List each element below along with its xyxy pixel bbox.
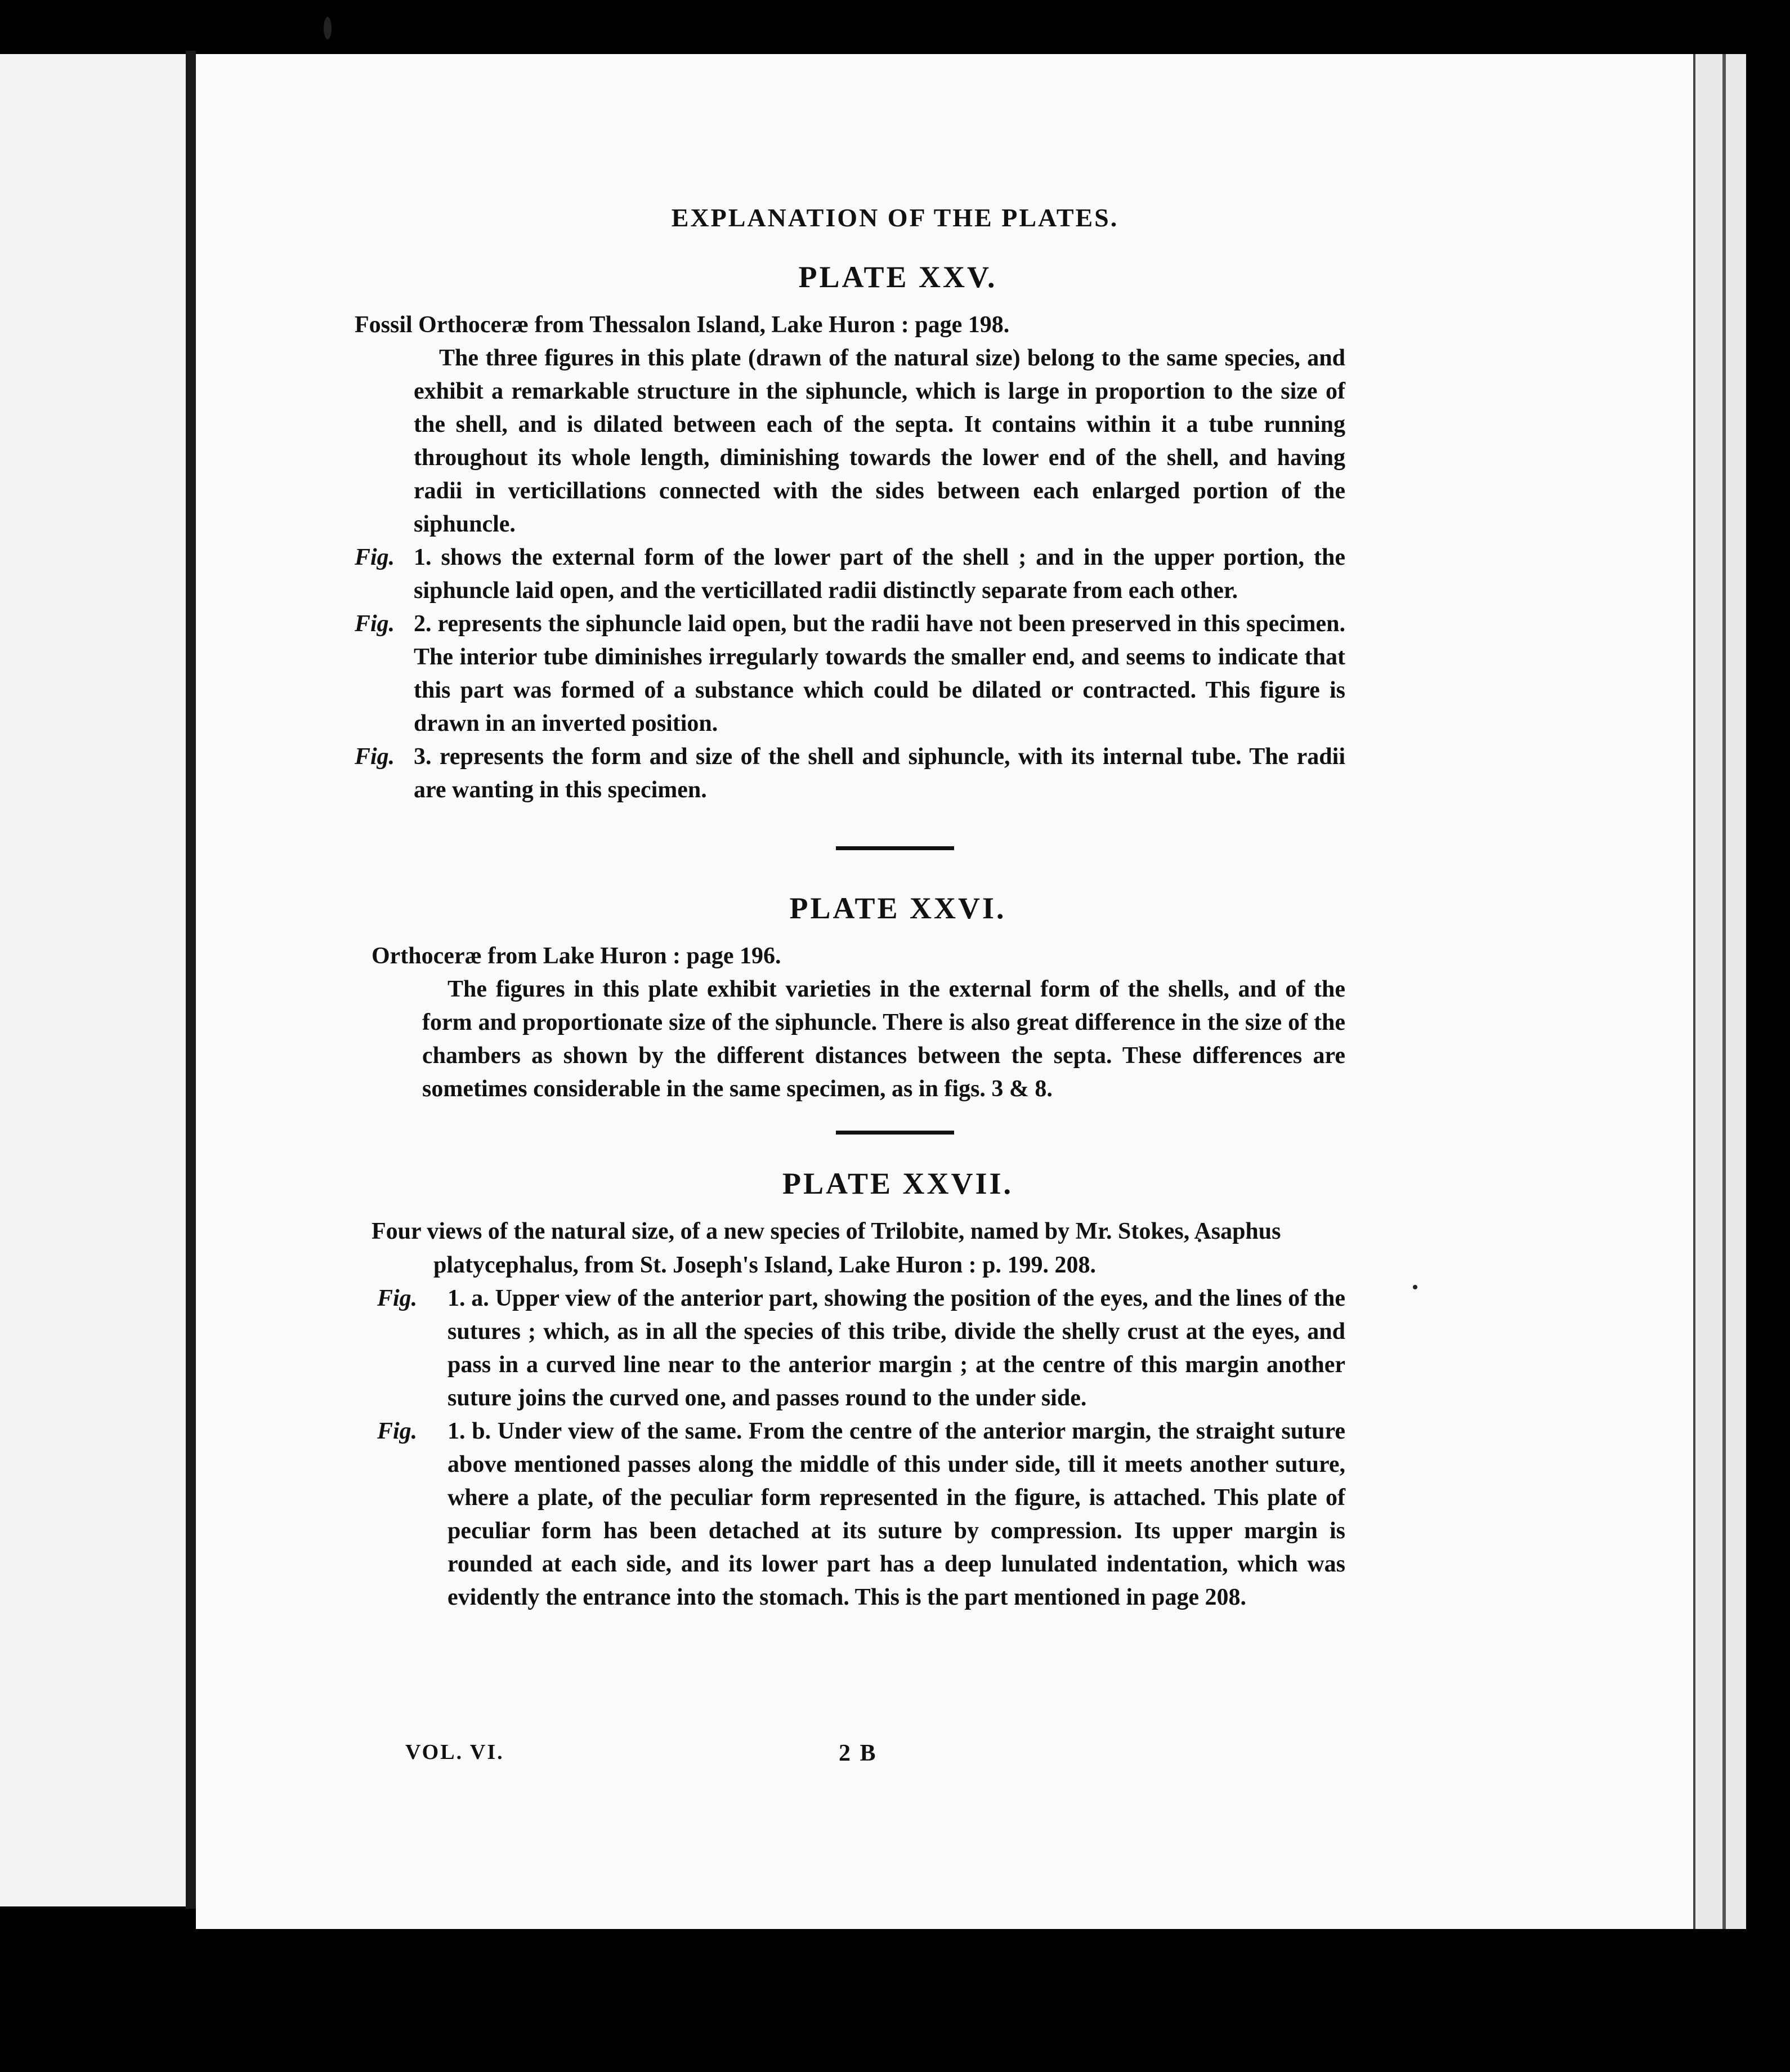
figure-number: 2. — [414, 611, 432, 637]
figure-description: Under view of the same. From the centre of the anterior margin, the straight suture above mentioned passes along the middle of this under side, till it meets another suture, where a plate, of the peculiar form represented in the figure, is attached. This plate of peculiar form has been detached at its suture by compression. Its upper margin is rounded at each side, and its lower part has a deep lunulated indentation, which was evidently the entrance into the stomach. This is the part mentioned in page 208. — [448, 1418, 1345, 1610]
figure-label: Fig. — [377, 1418, 418, 1444]
figure-number: 1. — [414, 544, 432, 570]
signature-mark: 2 B — [839, 1740, 878, 1766]
plate-section — [355, 1166, 1345, 1614]
figure-number: 1. a. — [448, 1285, 489, 1311]
plate-title: PLATE XXV. — [798, 260, 997, 294]
figure-description: Upper view of the anterior part, showing the position of the eyes, and the lines of the sutures ; which, as in all the species of this tribe, divide the shelly crust at the eyes, and pass in a curved line near to the anterior margin ; at the centre of this margin another suture joins the curved one, and passes round to the under side. — [448, 1285, 1346, 1411]
plate-title: PLATE XXVI. — [789, 891, 1006, 925]
left-page-edge — [0, 54, 186, 1906]
right-edge-line — [1722, 54, 1726, 1929]
figure-label: Fig. — [355, 544, 395, 570]
right-page-edge — [1693, 54, 1746, 1929]
volume-label: VOL. VI. — [405, 1740, 504, 1764]
scan-speck — [1413, 1285, 1417, 1289]
figure-label: Fig. — [355, 744, 395, 770]
figure-description: represents the siphuncle laid open, but the radii have not been preserved in this specimen. The interior tube diminishes irregularly towards the smaller end, and seems to indicate that this part was formed of a substance which could be dilated or contracted. This figure is drawn in an inverted position. — [414, 611, 1346, 736]
figure-number: 3. — [414, 744, 432, 770]
plate-section — [355, 260, 1345, 807]
plate-caption: Four views of the natural size, of a new species of Trilobite, named by Mr. Stokes, Asaphus platycephalus, from St. Joseph's Island, Lake Huron : p. 199. 208. — [372, 1218, 1281, 1278]
page-title: EXPLANATION OF THE PLATES. — [671, 203, 1119, 232]
figure-description: shows the external form of the lower part of the shell ; and in the upper portion, the siphuncle laid open, and the verticillated radii distinctly separate from each other. — [414, 544, 1346, 604]
figure-entry — [377, 1415, 1345, 1614]
figure-entry — [355, 608, 1345, 740]
figure-number: 1. b. — [448, 1418, 491, 1444]
page-footer — [405, 1740, 968, 1765]
figure-description: represents the form and size of the shell and siphuncle, with its internal tube. The radii are wanting in this specimen. — [414, 744, 1346, 803]
section-divider — [836, 846, 954, 850]
plate-caption: Fossil Orthoceræ from Thessalon Island, Lake Huron : page 198. — [355, 312, 1010, 338]
figure-entry — [355, 541, 1345, 608]
plate-caption: Orthoceræ from Lake Huron : page 196. — [372, 943, 781, 969]
plate-description: The figures in this plate exhibit varieties in the external form of the shells, and of the form and proportionate size of the siphuncle. There is also great difference in the size of the chambers as shown by the different distances between the septa. These differences are sometimes considerable in the same specimen, as in figs. 3 & 8. — [422, 976, 1345, 1102]
plate-title: PLATE XXVII. — [782, 1167, 1014, 1200]
plate-description: The three figures in this plate (drawn of the natural size) belong to the same species, and exhibit a remarkable structure in the siphuncle, which is large in proportion to the size of the shell, and is dilated between each of the septa. It contains within it a tube running throughout its whole length, diminishing towards the lower end of the shell, and having radii in verticillations connected with the sides between each enlarged portion of the siphuncle. — [414, 345, 1345, 537]
page-content — [355, 203, 1345, 1614]
section-divider — [836, 1131, 954, 1135]
figure-label: Fig. — [355, 611, 395, 637]
figure-entry — [355, 740, 1345, 807]
figure-entry — [377, 1282, 1345, 1415]
binding-gutter — [186, 51, 196, 1909]
figure-label: Fig. — [377, 1285, 418, 1311]
scan-speck — [324, 17, 332, 39]
plate-section — [355, 891, 1345, 1106]
